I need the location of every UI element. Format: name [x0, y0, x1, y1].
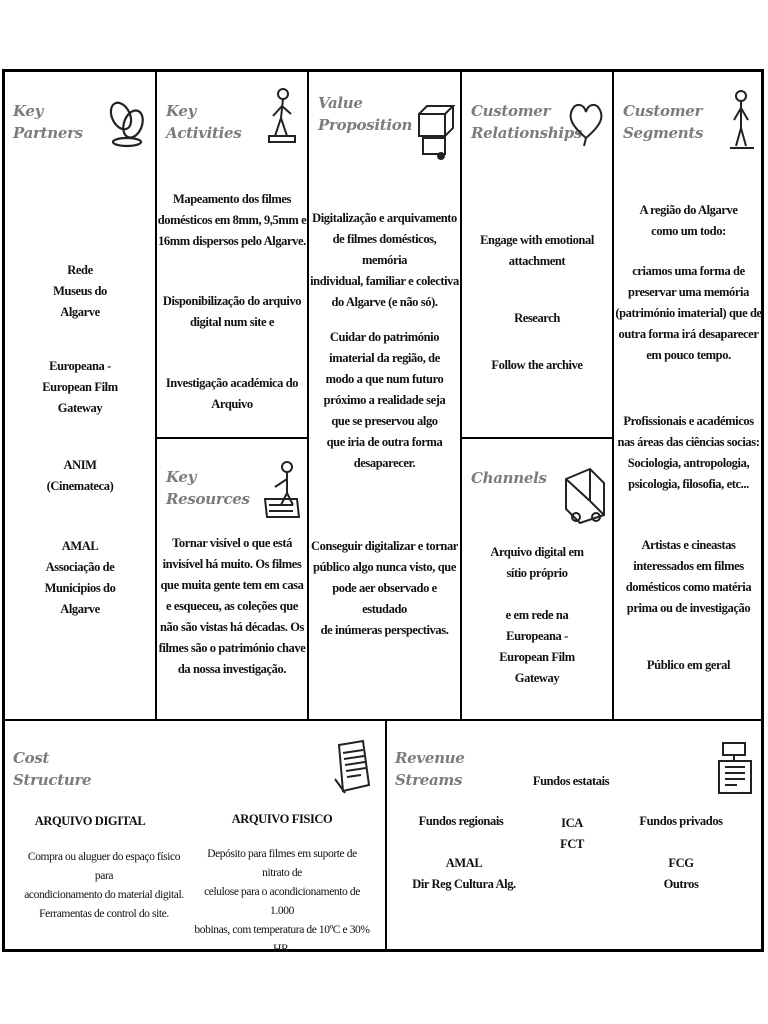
- partner-item: AMAL Associação de Municipios do Algarve: [44, 539, 116, 616]
- customer-segments-block: [614, 72, 763, 719]
- channel-item: Arquivo digital em sítio próprio: [490, 545, 584, 580]
- value-item: Cuidar do património imaterial da região, de modo a que num futuro próximo a realidade seja que se preservou algo que iria de outra forma desaparecer.: [323, 330, 446, 470]
- block-title: Key Activities: [166, 102, 242, 142]
- block-title: Revenue Streams: [395, 749, 465, 789]
- segment-item: Profissionais e académicos nas áreas das ciências socias: Sociologia, antropologia, psicologia, filosofia, etc...: [617, 414, 760, 491]
- block-title: Customer Segments: [623, 102, 704, 142]
- key-resources-block: [157, 439, 307, 719]
- block-title: Channels: [471, 469, 547, 487]
- segment-item: A região do Algarve como um todo:: [639, 203, 738, 238]
- cost-text: Compra ou aluguer do espaço físico para acondicionamento do material digital. Ferramentas de control do site.: [24, 851, 184, 920]
- channel-item: e em rede na Europeana - European Film Gateway: [499, 608, 575, 685]
- value-item: Conseguir digitalizar e tornar público algo nunca visto, que pode aer observado e estudado de inúmeras perspectivas.: [311, 539, 458, 637]
- value-item: Digitalização e arquivamento de filmes domésticos, memória individual, familiar e colectiva do Algarve (e não só).: [310, 211, 459, 309]
- cost-heading: ARQUIVO DIGITAL: [34, 814, 146, 828]
- activity-item: Investigação académica do Arquivo: [165, 376, 299, 411]
- cost-heading: ARQUIVO FISICO: [231, 812, 333, 826]
- segment-item: Artistas e cineastas interessados em filmes domésticos como matéria prima ou de investigação: [625, 538, 752, 615]
- cost-structure-block: [5, 721, 385, 955]
- heart-icon: [566, 98, 606, 148]
- business-model-canvas: [2, 69, 764, 955]
- revenue-item: Fundos estatais: [532, 774, 610, 788]
- cost-text: Depósito para filmes em suporte de nitrato de celulose para o acondicionamento de 1.000 bobinas, com temperatura de 10ºC e 30% HR.: [194, 848, 370, 955]
- customer-relationships-block: [462, 72, 612, 437]
- revenue-item: Fundos regionais: [418, 814, 504, 828]
- segment-item: criamos uma forma de preservar uma memória (património imaterial) que de outra forma irá desaparecer em pouco tempo.: [615, 264, 762, 362]
- person-at-desk-icon: [261, 459, 303, 525]
- channels-block: [462, 439, 612, 719]
- revenue-item: AMAL Dir Reg Cultura Alg.: [412, 856, 516, 891]
- truck-icon: [562, 465, 608, 527]
- key-partners-block: [5, 72, 155, 719]
- value-proposition-block: [309, 72, 460, 719]
- activity-item: Disponibilização do arquivo digital num site e: [162, 294, 302, 329]
- worker-icon: [265, 86, 299, 146]
- relationship-item: Engage with emotional attachment: [480, 233, 594, 268]
- invoice-icon: [331, 739, 373, 797]
- block-title: Value Proposition: [318, 94, 413, 134]
- revenue-item: ICA FCT: [560, 816, 584, 851]
- revenue-item: FCG Outros: [663, 856, 699, 891]
- segment-item: Público em geral: [646, 658, 731, 672]
- partner-item: ANIM (Cinemateca): [46, 458, 114, 493]
- standing-person-icon: [726, 88, 756, 154]
- cash-register-icon: [715, 739, 755, 801]
- block-title: Key Partners: [13, 102, 83, 142]
- block-title: Customer Relationships: [471, 102, 583, 142]
- key-activities-block: [157, 72, 307, 437]
- partner-item: Rede Museus do Algarve: [53, 263, 107, 319]
- revenue-item: Fundos privados: [639, 814, 723, 828]
- partner-item: Europeana - European Film Gateway: [42, 359, 118, 415]
- relationship-item: Follow the archive: [491, 358, 583, 372]
- resource-item: Tornar visível o que está invisível há muito. Os filmes que muita gente tem em casa e esqueceu, as coleções que não são vistas há décadas. Os filmes são o património chave da nossa investigação.: [158, 536, 306, 676]
- relationship-item: Research: [514, 311, 560, 325]
- gift-boxes-icon: [413, 96, 457, 160]
- block-title: Cost Structure: [13, 749, 92, 789]
- revenue-streams-block: [387, 721, 763, 950]
- activity-item: Mapeamento dos filmes domésticos em 8mm, 9,5mm e 16mm dispersos pelo Algarve.: [157, 192, 307, 248]
- chain-links-icon: [105, 94, 149, 150]
- block-title: Key Resources: [166, 468, 250, 508]
